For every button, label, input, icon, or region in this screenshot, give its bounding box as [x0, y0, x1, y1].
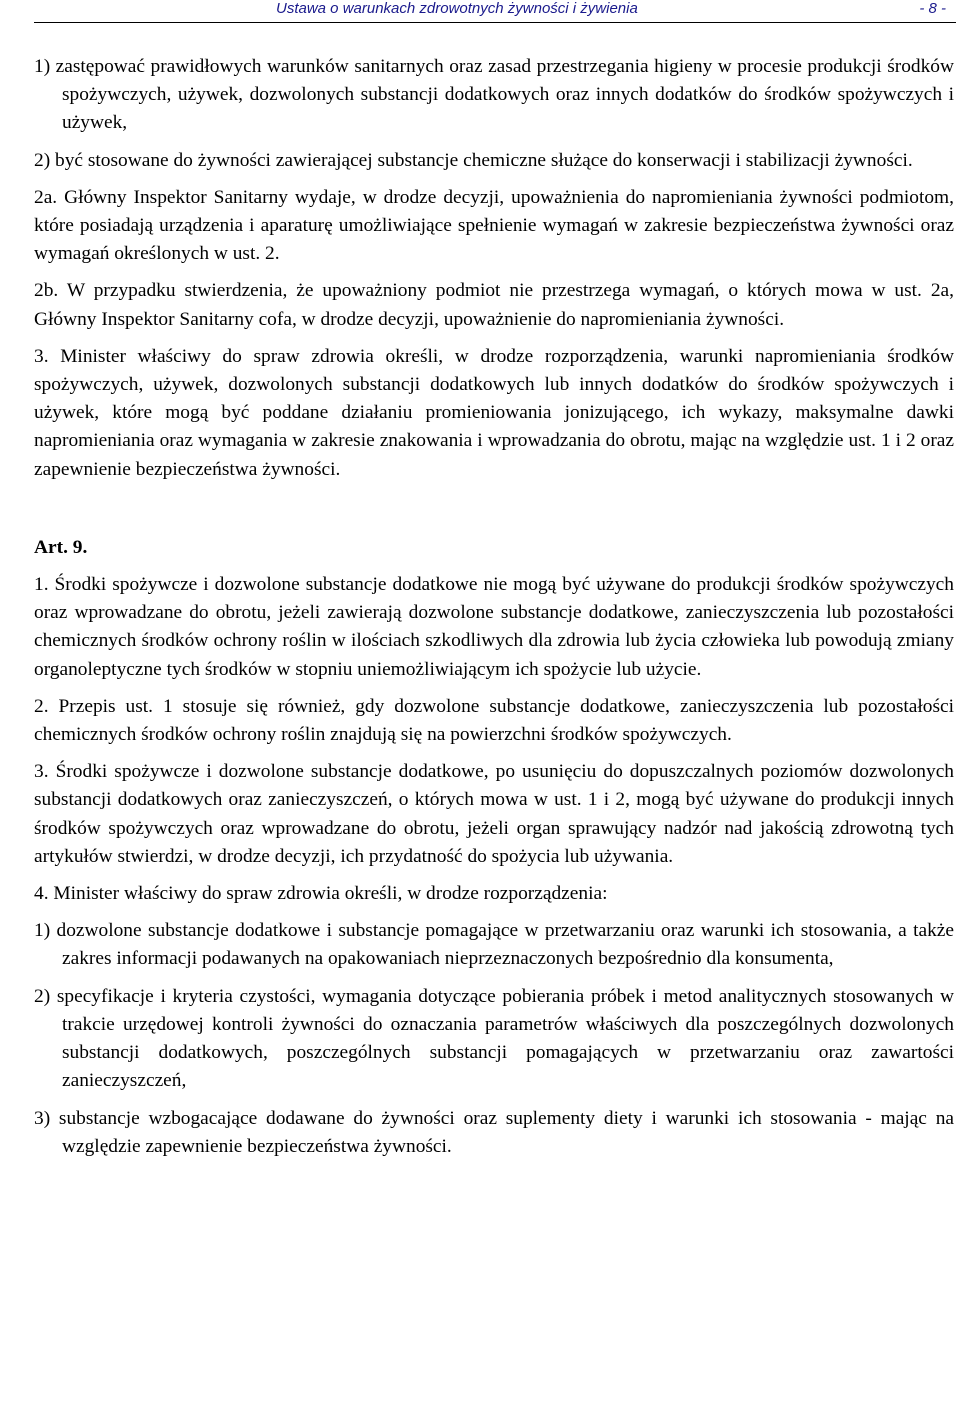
- page-header: [34, 0, 956, 22]
- article-paragraph-3: 3. Środki spożywcze i dozwolone substancje dodatkowe, po usunięciu do dopuszczalnych poziomów dozwolonych substancji dodatkowych oraz zanieczyszczeń, o których mowa w ust. 1 i 2, mogą być używane do produkcji innych środków spożywczych oraz wprowadzane do obrotu, jeżeli organ sprawujący nadzór nad jakością zdrowotną tych artykułów stwierdzi, w drodze decyzji, ich przydatność do spożycia lub używania.: [34, 761, 954, 867]
- article-title: Art. 9.: [34, 536, 88, 558]
- list-item-2: 2) być stosowane do żywności zawierającej substancje chemiczne służące do konserwacji i stabilizacji żywności.: [34, 149, 913, 171]
- document-title: Ustawa o warunkach zdrowotnych żywności i żywienia: [276, 0, 638, 17]
- page-number: - 8 -: [919, 0, 946, 17]
- paragraph-2b: 2b. W przypadku stwierdzenia, że upoważniony podmiot nie przestrzega wymagań, o których mowa w ust. 2a, Główny Inspektor Sanitarny cofa, w drodze decyzji, upoważnienie do napromieniania żywności.: [34, 280, 954, 330]
- header-divider: [34, 22, 956, 23]
- article-paragraph-2: 2. Przepis ust. 1 stosuje się również, gdy dozwolone substancje dodatkowe, zanieczyszczenia lub pozostałości chemicznych środków ochrony roślin znajdują się na powierzchni środków spożywczych.: [34, 695, 954, 746]
- article-list-item-2: 2) specyfikacje i kryteria czystości, wymagania dotyczące pobierania próbek i metod analitycznych stosowanych w trakcie urzędowej kontroli żywności do oznaczania parametrów właściwych dla poszczególnych dozwolonych substancji dodatkowych, poszczególnych substancji pomagających w przetwarzaniu oraz zawartości zanieczyszczeń,: [34, 985, 954, 1092]
- paragraph-3: 3. Minister właściwy do spraw zdrowia określi, w drodze rozporządzenia, warunki napromieniania środków spożywczych, używek, dozwolonych substancji dodatkowych lub innych dodatków do środków spożywczych i używek, które mogą być poddane działaniu promieniowania jonizującego, ich wykazy, maksymalne dawki napromieniania oraz wymagania w zakresie znakowania i wprowadzania do obrotu, mając na względzie ust. 1 i 2 oraz zapewnienie bezpieczeństwa żywności.: [34, 345, 954, 480]
- paragraph-2a: 2a. Główny Inspektor Sanitarny wydaje, w drodze decyzji, upoważnienia do napromieniania żywności podmiotom, które posiadają urządzenia i aparaturę umożliwiające spełnienie wymagań w zakresie bezpieczeństwa żywności oraz wymagań określonych w ust. 2.: [34, 186, 954, 265]
- list-item-1: 1) zastępować prawidłowych warunków sanitarnych oraz zasad przestrzegania higieny w procesie produkcji środków spożywczych, używek, dozwolonych substancji dodatkowych oraz innych dodatków do środków spożywczych i używek,: [34, 56, 954, 134]
- article-list-item-1: 1) dozwolone substancje dodatkowe i substancje pomagające w przetwarzaniu oraz warunki ich stosowania, a także zakres informacji podawanych na opakowaniach nieprzeznaczonych bezpośrednio dla konsumenta,: [34, 920, 954, 970]
- article-list-item-3: 3) substancje wzbogacające dodawane do żywności oraz suplementy diety i warunki ich stosowania - mając na względzie zapewnienie bezpieczeństwa żywności.: [34, 1107, 954, 1157]
- article-paragraph-1: 1. Środki spożywcze i dozwolone substancje dodatkowe nie mogą być używane do produkcji środków spożywczych oraz wprowadzane do obrotu, jeżeli zawierają dozwolone substancje dodatkowe, zanieczyszczenia lub pozostałości chemicznych środków ochrony roślin w ilościach szkodliwych dla zdrowia lub życia człowieka lub powodują zmiany organoleptyczne tych środków w stopniu uniemożliwiającym ich spożycie lub użycie.: [34, 574, 954, 680]
- article-paragraph-4: 4. Minister właściwy do spraw zdrowia określi, w drodze rozporządzenia:: [34, 883, 608, 905]
- document-body: [34, 53, 954, 1161]
